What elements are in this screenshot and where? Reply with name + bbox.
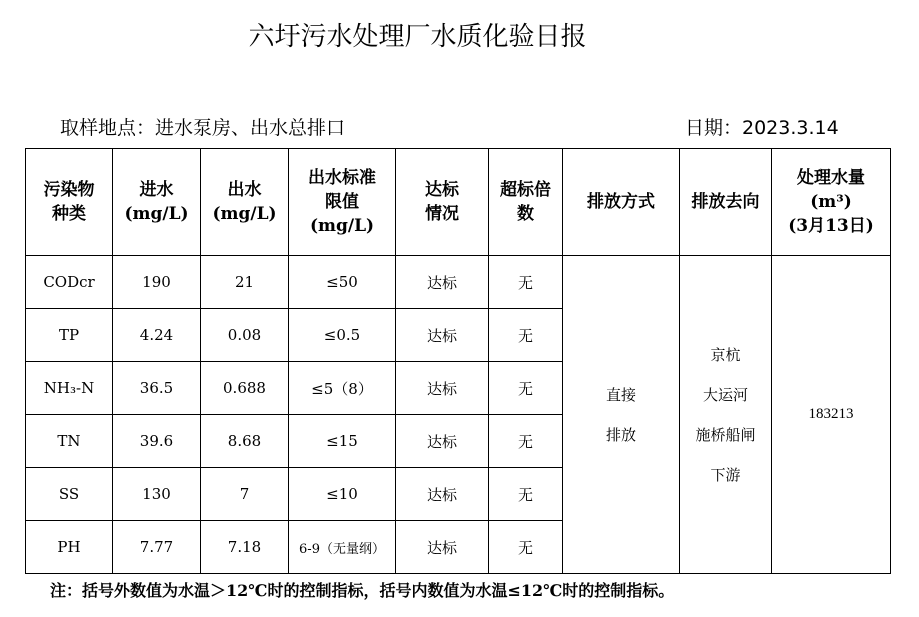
limit-value: ≤10 <box>289 468 396 521</box>
exceed-value: 无 <box>489 256 563 309</box>
sample-location: 取样地点：进水泵房、出水总排口 <box>60 117 346 139</box>
pollutant-name: CODcr <box>26 256 113 309</box>
limit-value: ≤50 <box>289 256 396 309</box>
pollutant-name: PH <box>26 521 113 574</box>
header-volume-unit: (m³) <box>810 192 852 212</box>
effluent-value: 21 <box>201 256 289 309</box>
header-effluent-line1: 出水 <box>227 180 262 200</box>
header-effluent-unit: (mg/L) <box>212 204 277 224</box>
discharge-dest-line3: 施桥船闸 <box>695 425 756 444</box>
header-limit-line1: 出水标准 <box>308 168 376 188</box>
influent-value: 130 <box>113 468 201 521</box>
status-value: 达标 <box>396 468 489 521</box>
effluent-value: 8.68 <box>201 415 289 468</box>
header-volume <box>772 149 891 256</box>
limit-value: ≤0.5 <box>289 309 396 362</box>
exceed-value: 无 <box>489 309 563 362</box>
header-status-line2: 情况 <box>425 204 459 224</box>
header-exceed-line2: 数 <box>517 204 534 224</box>
limit-value: ≤5（8） <box>289 362 396 415</box>
header-discharge-method: 排放方式 <box>563 149 680 256</box>
effluent-value: 0.688 <box>201 362 289 415</box>
discharge-dest-line4: 下游 <box>710 465 741 484</box>
discharge-method-line2: 排放 <box>605 425 636 444</box>
header-status <box>396 149 489 256</box>
effluent-value: 7 <box>201 468 289 521</box>
exceed-value: 无 <box>489 362 563 415</box>
influent-value: 190 <box>113 256 201 309</box>
discharge-method-cell <box>563 256 680 574</box>
header-discharge-dest: 排放去向 <box>680 149 772 256</box>
header-pollutant-line1: 污染物 <box>43 180 95 200</box>
treated-volume: 183213 <box>772 256 891 574</box>
header-pollutant <box>26 149 113 256</box>
header-status-line1: 达标 <box>425 180 459 200</box>
influent-value: 4.24 <box>113 309 201 362</box>
pollutant-name: TP <box>26 309 113 362</box>
discharge-method-line1: 直接 <box>605 385 636 404</box>
header-influent-unit: (mg/L) <box>124 204 189 224</box>
pollutant-name: NH₃-N <box>26 362 113 415</box>
header-volume-date: (3月13日) <box>788 216 874 236</box>
header-volume-line1: 处理水量 <box>797 168 865 188</box>
status-value: 达标 <box>396 256 489 309</box>
exceed-value: 无 <box>489 521 563 574</box>
pollutant-name: SS <box>26 468 113 521</box>
effluent-value: 7.18 <box>201 521 289 574</box>
limit-value: 6-9（无量纲） <box>289 521 396 574</box>
header-limit-unit: (mg/L) <box>309 216 375 236</box>
exceed-value: 无 <box>489 415 563 468</box>
footnote: 注：括号外数值为水温＞12℃时的控制指标，括号内数值为水温≤12℃时的控制指标。 <box>50 581 675 600</box>
discharge-dest-line2: 大运河 <box>702 385 748 404</box>
status-value: 达标 <box>396 415 489 468</box>
status-value: 达标 <box>396 521 489 574</box>
influent-value: 36.5 <box>113 362 201 415</box>
report-date: 日期：2023.3.14 <box>685 117 839 139</box>
water-quality-table <box>25 148 891 574</box>
header-limit-line2: 限值 <box>325 192 359 212</box>
header-influent <box>113 149 201 256</box>
header-influent-line1: 进水 <box>139 180 174 200</box>
limit-value: ≤15 <box>289 415 396 468</box>
status-value: 达标 <box>396 362 489 415</box>
pollutant-name: TN <box>26 415 113 468</box>
exceed-value: 无 <box>489 468 563 521</box>
discharge-dest-cell <box>680 256 772 574</box>
influent-value: 39.6 <box>113 415 201 468</box>
influent-value: 7.77 <box>113 521 201 574</box>
effluent-value: 0.08 <box>201 309 289 362</box>
table-header-row <box>26 149 891 256</box>
header-exceed <box>489 149 563 256</box>
header-exceed-line1: 超标倍 <box>500 180 551 200</box>
header-limit <box>289 149 396 256</box>
discharge-dest-line1: 京杭 <box>710 345 741 364</box>
header-pollutant-line2: 种类 <box>52 204 86 224</box>
header-effluent <box>201 149 289 256</box>
report-title: 六圩污水处理厂水质化验日报 <box>248 22 587 52</box>
table-row <box>26 256 891 309</box>
status-value: 达标 <box>396 309 489 362</box>
